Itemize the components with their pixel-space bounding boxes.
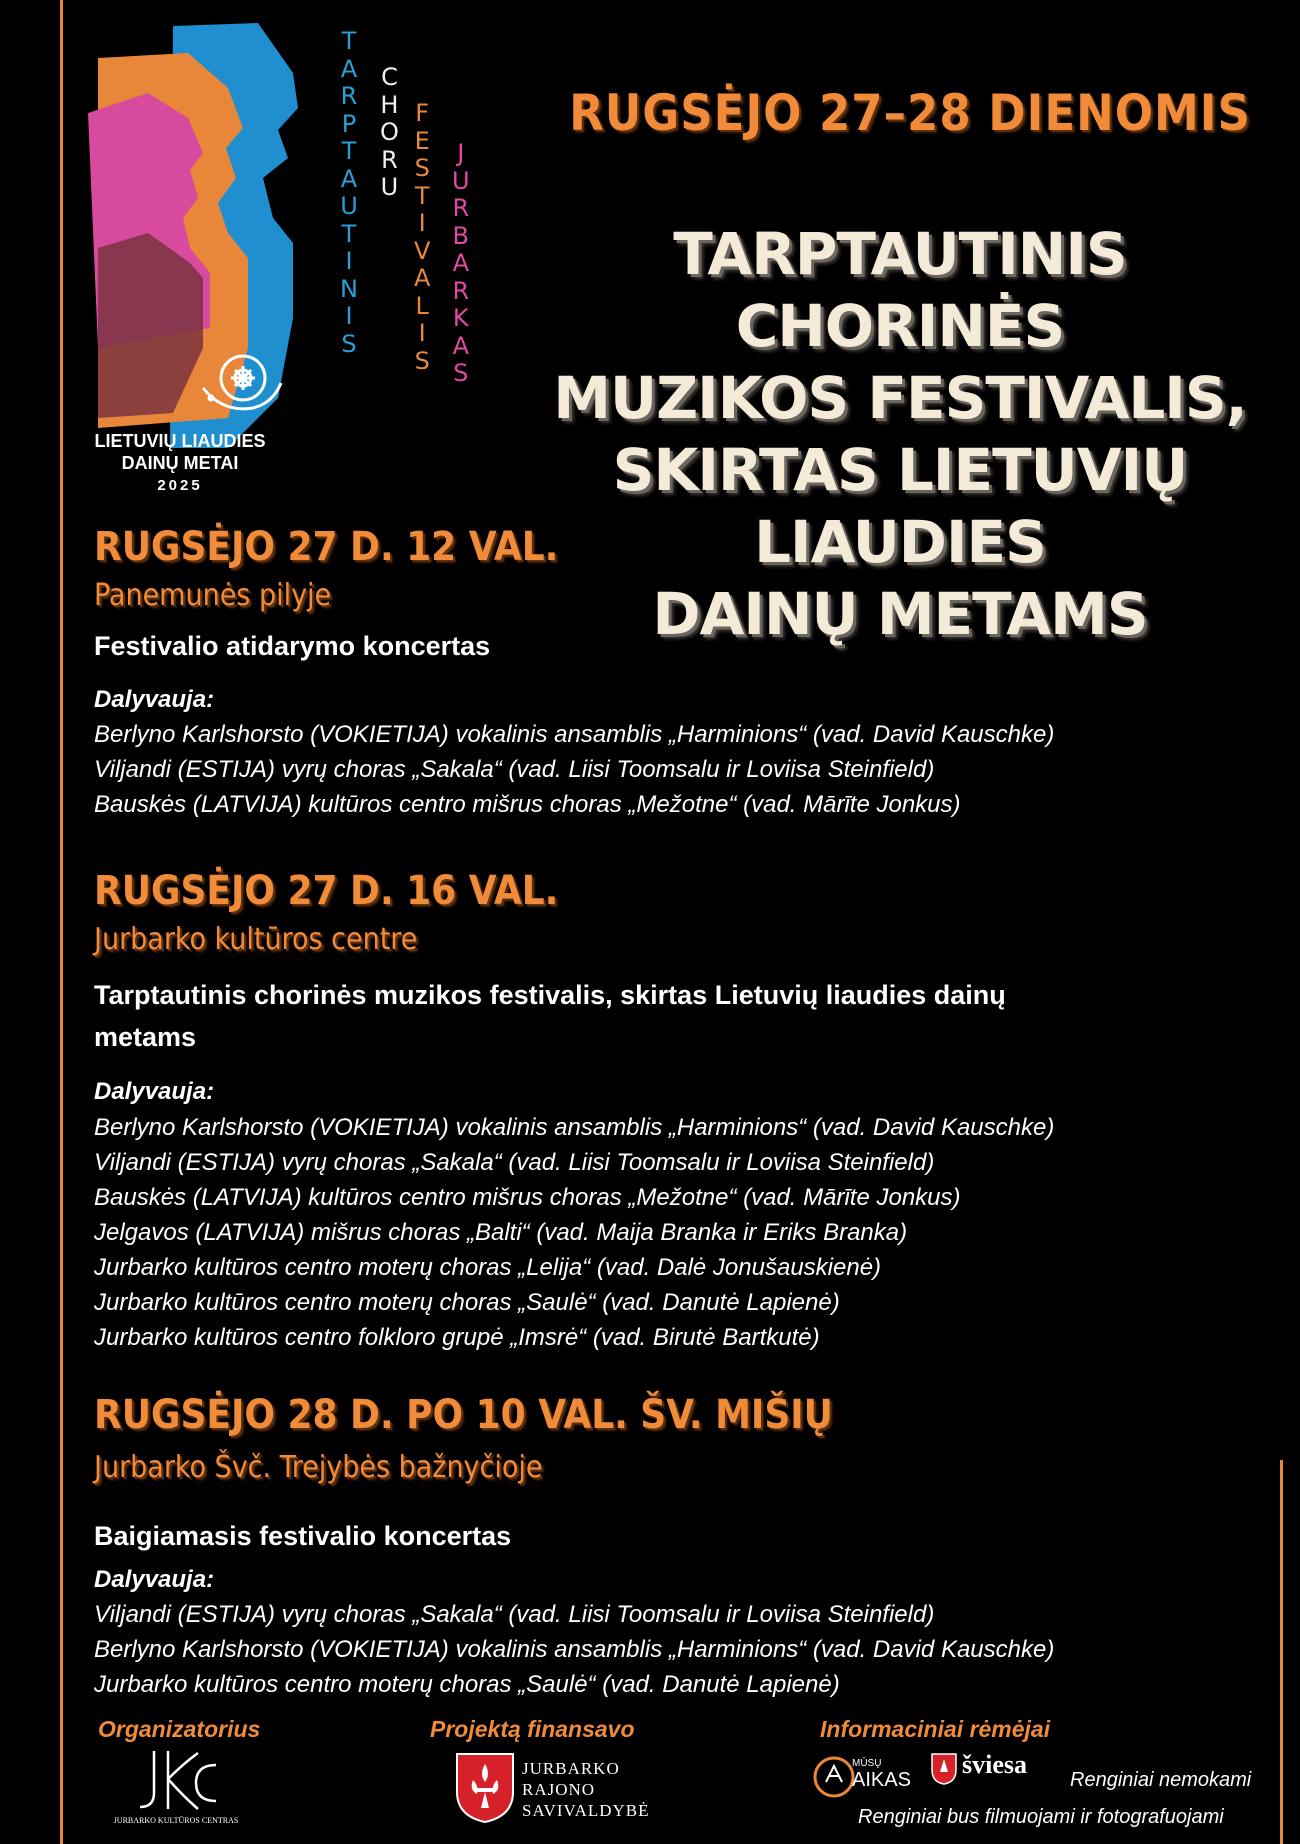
- right-orange-rule: [1280, 1460, 1283, 1844]
- vertical-letter: R: [452, 276, 470, 305]
- vertical-letter: R: [340, 82, 358, 110]
- participant-item: Viljandi (ESTIJA) vyrų choras „Sakala“ (vad. Liisi Toomsalu ir Loviisa Steinfield): [94, 756, 935, 783]
- event-1-participants-label: Dalyvauja:: [94, 686, 215, 713]
- logo-caption-line2: DAINŲ METAI: [121, 453, 239, 473]
- sviesa-name: šviesa: [962, 1750, 1027, 1779]
- vertical-letter: V: [414, 236, 431, 265]
- festival-title: [520, 218, 1280, 650]
- vertical-letter: A: [452, 331, 469, 360]
- participant-item: Jurbarko kultūros centro folkloro grupė „Imsrė“ (vad. Birutė Bartkutė): [94, 1324, 820, 1351]
- vertical-letter: O: [380, 118, 399, 146]
- event-1-place: Panemunės pilyje: [94, 578, 332, 613]
- event-3-title: Baigiamasis festivalio koncertas: [94, 1521, 512, 1551]
- musu-aikas-top: MŪSŲ: [852, 1758, 882, 1769]
- organizer-logo-text: JURBARKO KULTŪROS CENTRAS: [113, 1816, 239, 1825]
- participant-item: Jurbarko kultūros centro moterų choras „Lelija“ (vad. Dalė Jonušauskienė): [94, 1254, 882, 1281]
- vertical-letter: I: [418, 209, 426, 237]
- logo-caption-line1: LIETUVIŲ LIAUDIES: [94, 431, 266, 451]
- vertical-letter: L: [415, 291, 429, 320]
- event-3-date: RUGSĖJO 28 D. PO 10 VAL. ŠV. MIŠIŲ: [94, 1392, 833, 1438]
- logo-caption-year: 2025: [157, 477, 203, 494]
- festival-logo-art: [78, 18, 310, 448]
- vertical-letter: T: [341, 27, 357, 55]
- event-2-title: [94, 974, 1244, 1058]
- title-line: TARPTAUTINIS CHORINĖS: [673, 220, 1127, 360]
- vertical-letter: S: [414, 154, 430, 182]
- vertical-word-2: [380, 64, 399, 202]
- vertical-letter: P: [341, 109, 357, 138]
- vertical-letter: S: [341, 329, 357, 358]
- vertical-letter: R: [381, 145, 398, 174]
- event-2-participants-label: Dalyvauja:: [94, 1078, 215, 1105]
- participant-item: Jelgavos (LATVIJA) mišrus choras „Balti“ (vad. Maija Branka ir Eriks Branka): [94, 1219, 908, 1246]
- event-2-participants: [94, 1110, 1274, 1355]
- event-3-participants-label: Dalyvauja:: [94, 1566, 215, 1593]
- organizer-label: Organizatorius: [98, 1716, 261, 1742]
- event-2-place: Jurbarko kultūros centre: [94, 922, 418, 957]
- event-3-place: Jurbarko Švč. Trejybės bažnyčioje: [94, 1450, 543, 1485]
- vertical-letter: E: [414, 126, 430, 155]
- vertical-word-1: [340, 28, 358, 358]
- event-1-participants: [94, 717, 1274, 822]
- vertical-letter: S: [414, 346, 430, 375]
- vertical-letter: T: [341, 137, 357, 165]
- vertical-letter: R: [452, 194, 470, 222]
- vertical-letter: C: [381, 63, 398, 91]
- note-filmed: Renginiai bus filmuojami ir fotografuojami: [858, 1806, 1224, 1828]
- vertical-letter: N: [340, 274, 358, 303]
- participant-item: Berlyno Karlshorsto (VOKIETIJA) vokalinis ansamblis „Harminions“ (vad. David Kauschke): [94, 1114, 1055, 1141]
- vertical-letter: A: [340, 54, 358, 83]
- funder-label: Projektą finansavo: [430, 1716, 635, 1742]
- title-line: MUZIKOS FESTIVALIS,: [553, 364, 1247, 432]
- participant-item: Berlyno Karlshorsto (VOKIETIJA) vokalinis ansamblis „Harminions“ (vad. David Kauschke): [94, 721, 1055, 748]
- event-1-date: RUGSĖJO 27 D. 12 VAL.: [94, 524, 559, 570]
- vertical-letter: H: [380, 90, 399, 119]
- funder-name: [522, 1758, 650, 1821]
- vertical-letter: I: [418, 319, 426, 347]
- coat-of-arms-icon: [455, 1752, 515, 1824]
- vertical-letter: A: [414, 264, 431, 292]
- participant-item: Jurbarko kultūros centro moterų choras „Saulė“ (vad. Danutė Lapienė): [94, 1289, 840, 1316]
- vertical-letter: U: [452, 166, 470, 195]
- event-2-title-line: metams: [94, 1022, 197, 1052]
- musu-aikas-name: AIKAS: [852, 1769, 911, 1791]
- vertical-letter: I: [345, 247, 353, 275]
- festival-dates: RUGSĖJO 27–28 DIENOMIS: [569, 84, 1251, 142]
- vertical-letter: F: [415, 99, 430, 127]
- vertical-letter: K: [452, 304, 469, 332]
- funder-name-line: RAJONO: [522, 1780, 596, 1799]
- vertical-letter: A: [340, 164, 358, 193]
- participant-item: Jurbarko kultūros centro moterų choras „Saulė“ (vad. Danutė Lapienė): [94, 1671, 840, 1698]
- vertical-letter: A: [452, 249, 469, 277]
- event-3-participants: [94, 1597, 1274, 1702]
- participant-item: Viljandi (ESTIJA) vyrų choras „Sakala“ (vad. Liisi Toomsalu ir Loviisa Steinfield): [94, 1601, 935, 1628]
- vertical-word-4: [452, 140, 470, 388]
- vertical-letter: U: [340, 192, 358, 220]
- vertical-letter: U: [380, 173, 399, 201]
- sviesa-emblem-icon: [930, 1752, 958, 1786]
- event-2-date: RUGSĖJO 27 D. 16 VAL.: [94, 868, 559, 914]
- musu-aikas-logo: [812, 1752, 922, 1802]
- participant-item: Bauskės (LATVIJA) kultūros centro mišrus choras „Mežotne“ (vad. Mārīte Jonkus): [94, 791, 961, 818]
- vertical-letter: T: [341, 219, 357, 248]
- note-free-events: Renginiai nemokami: [1070, 1769, 1252, 1791]
- participant-item: Viljandi (ESTIJA) vyrų choras „Sakala“ (vad. Liisi Toomsalu ir Loviisa Steinfield): [94, 1149, 935, 1176]
- vertical-letter: T: [414, 181, 430, 210]
- vertical-word-3: [414, 100, 430, 375]
- organizer-logo: [113, 1745, 239, 1833]
- vertical-letter: J: [457, 139, 465, 167]
- vertical-letter: B: [452, 221, 470, 250]
- vertical-letter: I: [345, 302, 353, 330]
- participant-item: Bauskės (LATVIJA) kultūros centro mišrus choras „Mežotne“ (vad. Mārīte Jonkus): [94, 1184, 961, 1211]
- event-1-title: Festivalio atidarymo koncertas: [94, 631, 491, 661]
- left-orange-rule: [60, 0, 63, 1844]
- vertical-letter: S: [453, 359, 469, 387]
- funder-name-line: SAVIVALDYBĖ: [522, 1801, 650, 1820]
- title-line: DAINŲ METAMS: [652, 580, 1148, 648]
- media-partners-label: Informaciniai rėmėjai: [820, 1716, 1051, 1742]
- title-line: SKIRTAS LIETUVIŲ LIAUDIES: [612, 436, 1188, 576]
- participant-item: Berlyno Karlshorsto (VOKIETIJA) vokalinis ansamblis „Harminions“ (vad. David Kauschke): [94, 1636, 1055, 1663]
- funder-name-line: JURBARKO: [522, 1759, 620, 1778]
- event-2-title-line: Tarptautinis chorinės muzikos festivalis, skirtas Lietuvių liaudies dainų: [94, 980, 1006, 1010]
